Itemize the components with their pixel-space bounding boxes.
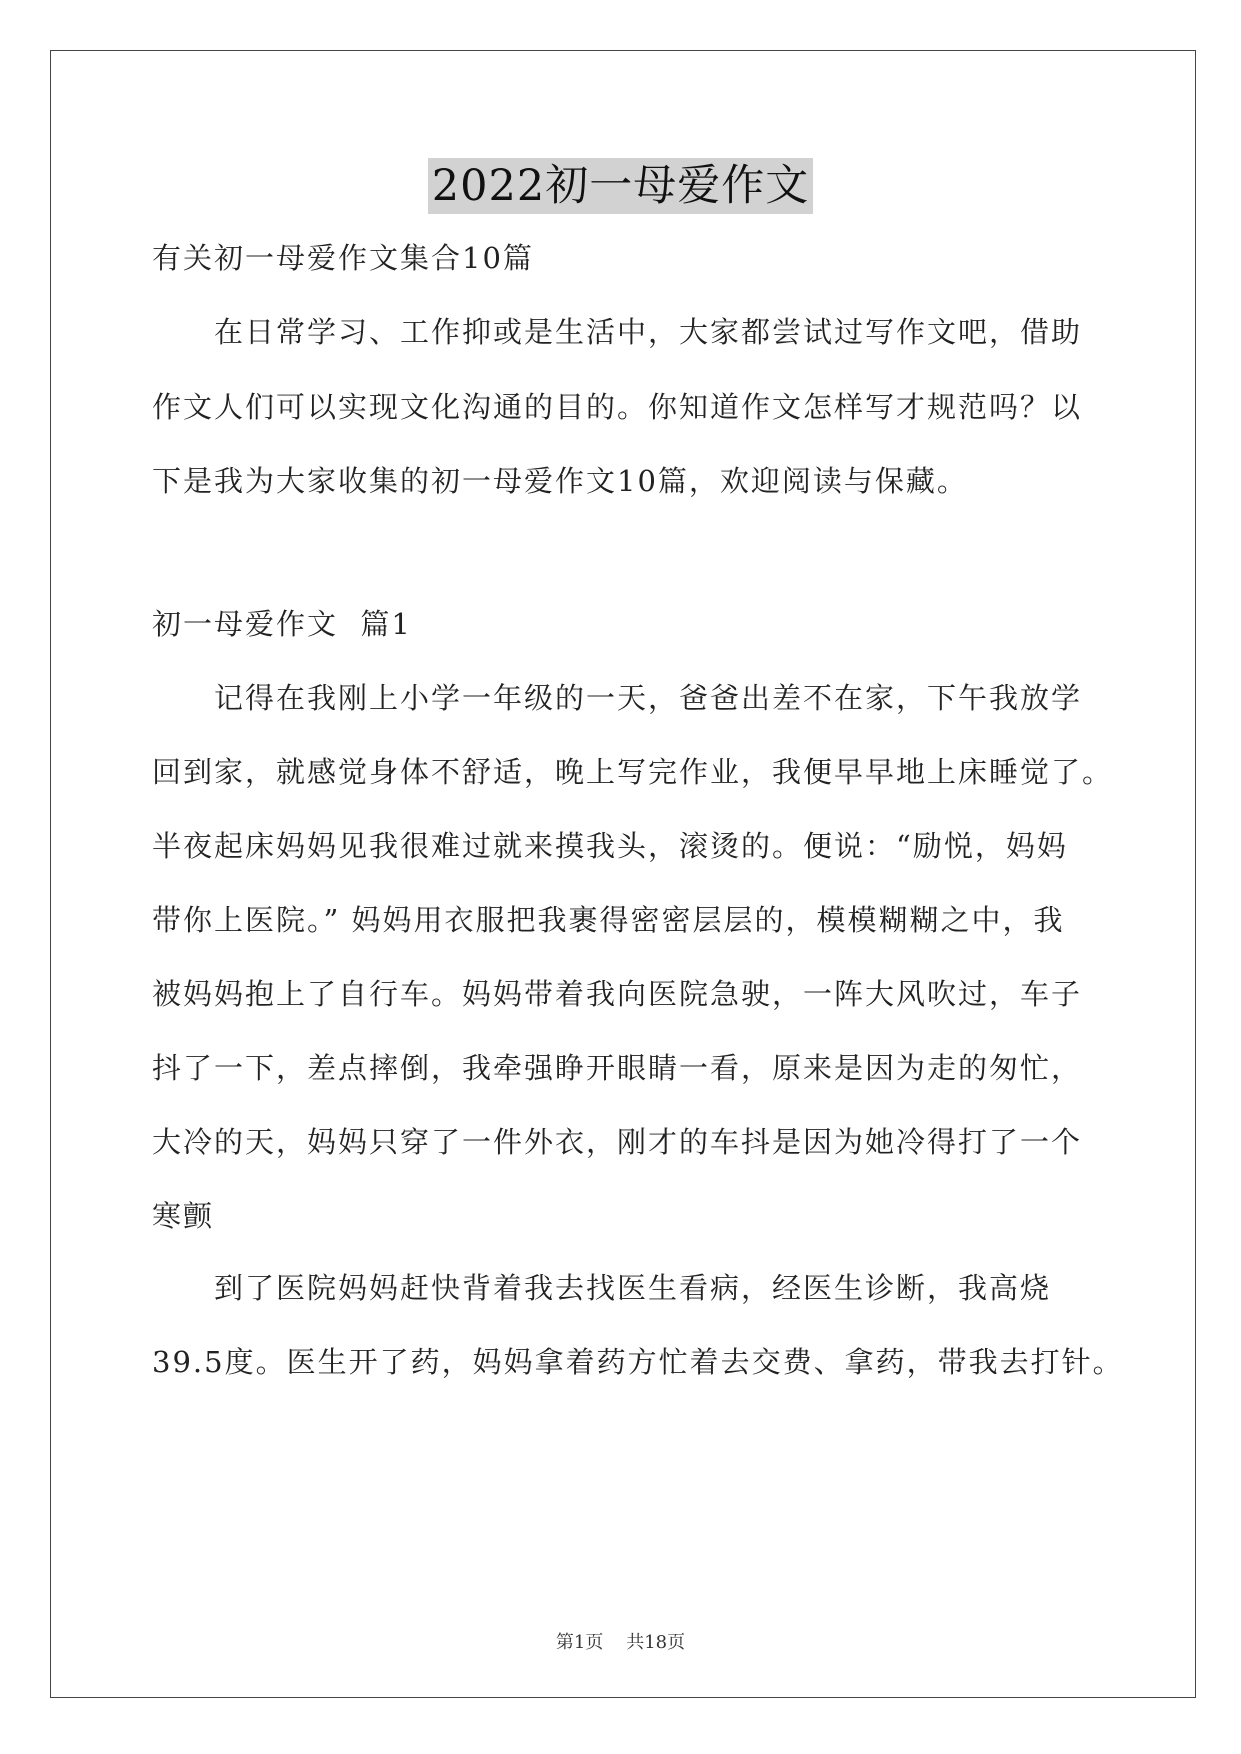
intro-line-2: 作文人们可以实现文化沟通的目的。你知道作文怎样写才规范吗？以 (152, 390, 1083, 424)
intro-line-3: 下是我为大家收集的初一母爱作文10篇，欢迎阅读与保藏。 (152, 464, 968, 498)
paragraph1-line-1: 记得在我刚上小学一年级的一天，爸爸出差不在家，下午我放学 (214, 681, 1083, 715)
paragraph1-line-8: 寒颤 (152, 1199, 215, 1233)
paragraph2-line-2: 39.5度。医生开了药，妈妈拿着药方忙着去交费、拿药，带我去打针。 (152, 1345, 1124, 1379)
document-subtitle: 有关初一母爱作文集合10篇 (152, 241, 534, 275)
document-title: 2022初一母爱作文 (428, 158, 813, 214)
paragraph1-line-2: 回到家，就感觉身体不舒适，晚上写完作业，我便早早地上床睡觉了。 (152, 755, 1114, 789)
intro-line-1: 在日常学习、工作抑或是生活中，大家都尝试过写作文吧，借助 (214, 315, 1083, 349)
paragraph1-line-6: 抖了一下，差点摔倒，我牵强睁开眼睛一看，原来是因为走的匆忙， (152, 1051, 1083, 1085)
paragraph1-line-7: 大冷的天，妈妈只穿了一件外衣，刚才的车抖是因为她冷得打了一个 (152, 1125, 1083, 1159)
page-number: 第1页 共18页 (555, 1632, 686, 1653)
page-border (50, 50, 1196, 1698)
paragraph1-line-4: 带你上医院。” 妈妈用衣服把我裹得密密层层的，模模糊糊之中，我 (152, 903, 1065, 937)
title-container (0, 158, 1241, 214)
paragraph2-line-1: 到了医院妈妈赶快背着我去找医生看病，经医生诊断，我高烧 (214, 1271, 1052, 1305)
paragraph1-line-3: 半夜起床妈妈见我很难过就来摸我头，滚烫的。便说：“励悦，妈妈 (152, 829, 1068, 863)
paragraph1-line-5: 被妈妈抱上了自行车。妈妈带着我向医院急驶，一阵大风吹过，车子 (152, 977, 1083, 1011)
section-heading: 初一母爱作文 篇1 (152, 607, 412, 641)
